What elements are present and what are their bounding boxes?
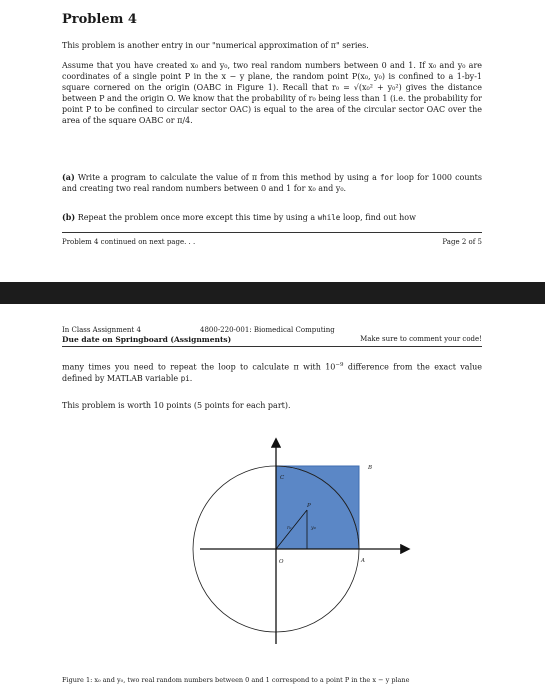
part-b-code: while — [317, 213, 341, 222]
part-b-paragraph — [62, 212, 482, 223]
part-b-text-1: Repeat the problem once more except this time by using a — [77, 213, 316, 222]
label-a: A — [361, 558, 365, 564]
header-course: 4800-220-001: Biomedical Computing — [200, 326, 335, 334]
page-2-of-5 — [0, 0, 545, 282]
footer-divider — [62, 232, 482, 233]
page-number: Page 2 of 5 — [442, 238, 482, 246]
header-due-date: Due date on Springboard (Assignments) — [62, 335, 232, 344]
label-b: B — [368, 465, 373, 471]
header-assignment: In Class Assignment 4 — [62, 326, 141, 334]
part-b-text-2: loop, find out how — [342, 213, 416, 222]
continued-text-1: many times you need to repeat the loop to calculate π with 10 — [62, 362, 336, 372]
continued-end: . — [189, 373, 193, 383]
part-a-paragraph — [62, 172, 482, 194]
page-3-of-5 — [0, 304, 545, 700]
problem-title: Problem 4 — [62, 12, 137, 27]
header-comment-note: Make sure to comment your code! — [360, 335, 482, 343]
continued-exponent: −9 — [335, 362, 344, 368]
part-b-label: (b) — [62, 212, 76, 222]
assume-paragraph: Assume that you have created x₀ and y₀, two real random numbers between 0 and 1. If x₀ and y₀ are coordinates of a single point P in the x − y plane, the random point P(x₀, y₀) is confined to a 1-by-1 square cornered on the origin (OABC in Figure 1). Recall that r₀ = √(x₀² + y₀²) gives the distance between P and the origin O. We know that the probability of r₀ being less than 1 (i.e. the probability for point P to be confined to circular sector OAC) is equal to the area of the circular sector OAC over the area of the square OABC or π/4. — [62, 61, 482, 125]
intro-text: This problem is another entry in our "numerical approximation of π" series. — [62, 41, 369, 50]
part-a-text-2: loop for 1000 counts and creating two real random numbers between 0 and 1 for x₀ and y₀. — [62, 173, 482, 193]
figure-1-diagram — [0, 304, 545, 700]
label-o: O — [279, 559, 284, 565]
points-note: This problem is worth 10 points (5 points for each part). — [62, 401, 291, 410]
label-r0: r₀ — [287, 525, 292, 531]
part-a-code: for — [379, 173, 394, 182]
continued-text-2: difference from the exact value defined by MATLAB variable — [62, 362, 483, 383]
label-p: P — [307, 503, 311, 509]
footer-continued-note: Problem 4 continued on next page. . . — [62, 238, 196, 246]
continued-code: pi — [180, 373, 190, 383]
square-oabc — [276, 466, 359, 549]
label-y0: y₀ — [311, 525, 316, 531]
label-c: C — [280, 475, 285, 481]
page-separator — [0, 282, 545, 304]
part-a-text-1: Write a program to calculate the value of π from this method by using a — [77, 173, 377, 182]
part-a-label: (a) — [62, 172, 75, 182]
figure-caption: Figure 1: x₀ and y₀, two real random numbers between 0 and 1 correspond to a point P in the x − y plane — [62, 676, 410, 684]
